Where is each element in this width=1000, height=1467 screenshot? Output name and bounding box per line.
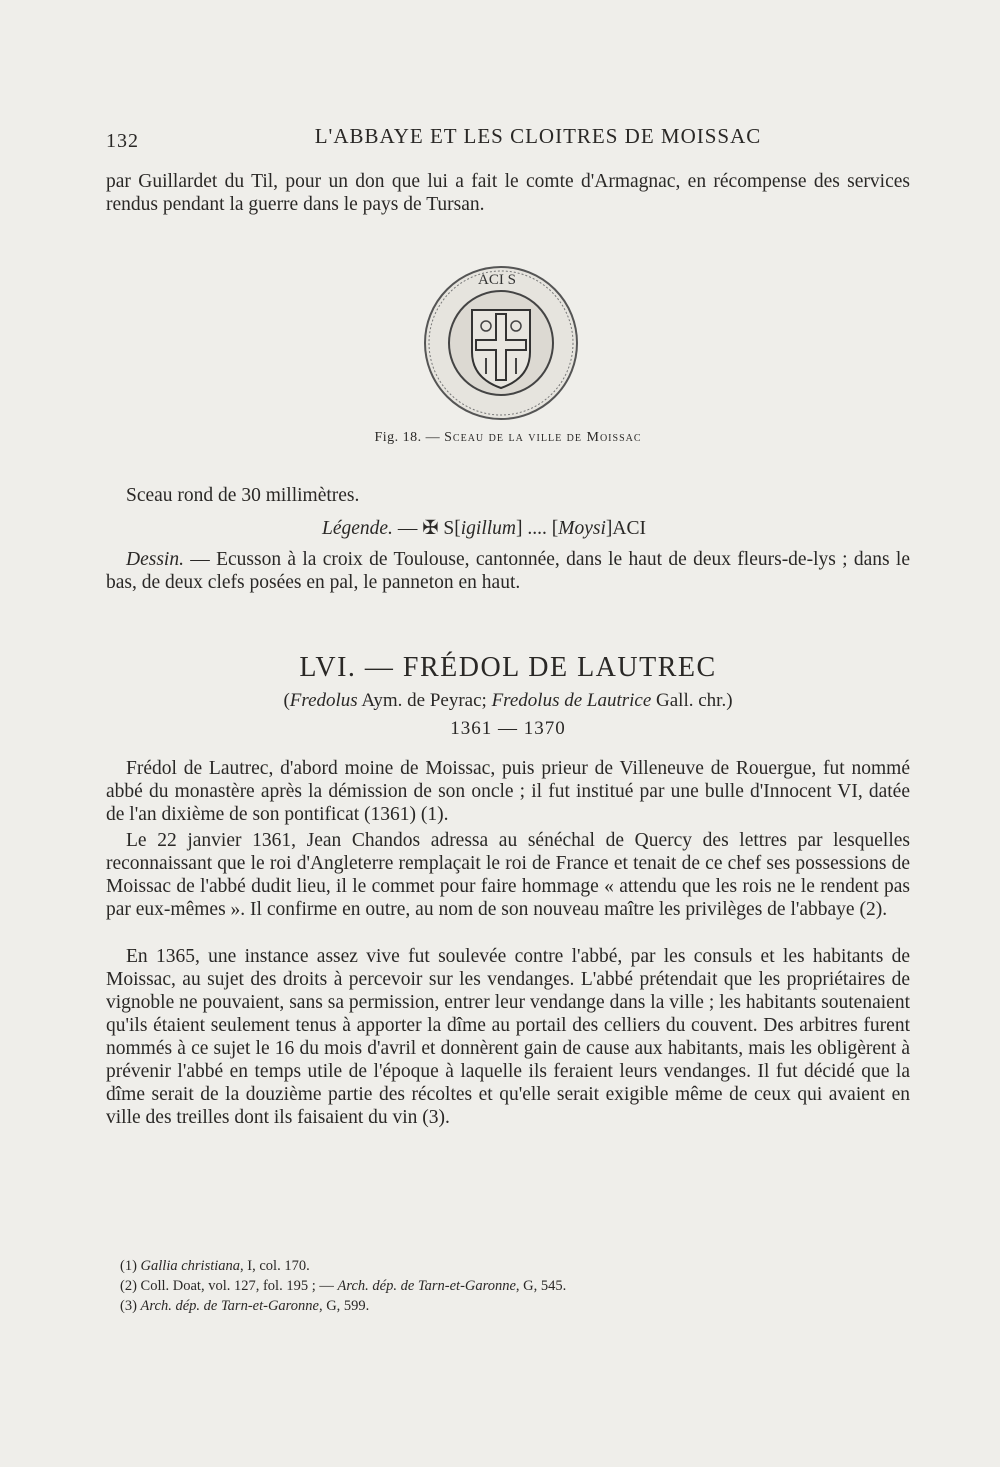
- footnote-3-num: (3): [120, 1298, 141, 1314]
- page-number: 132: [106, 130, 139, 152]
- footnote-1-end: , I, col. 170.: [240, 1258, 310, 1274]
- footnote-3-end: , G, 599.: [318, 1298, 370, 1314]
- seal-legend: [106, 517, 910, 540]
- legend-label: Légende.: [322, 518, 393, 539]
- footnote-1: [120, 1256, 820, 1276]
- drawing-text: — Ecusson à la croix de Toulouse, cantonnée, dans le haut de deux fleurs-de-lys ; dans le bas, de deux clefs posées en pal, le panneton en haut.: [106, 549, 910, 593]
- sub-end: Gall. chr.): [651, 690, 733, 711]
- seal-drawing: [106, 548, 910, 594]
- seal-size-text: Sceau rond de 30 millimètres.: [126, 485, 360, 506]
- sub-mid: Aym. de Peyrac;: [357, 690, 492, 711]
- figure-caption: [106, 430, 910, 446]
- legend-italic-2: Moysi: [558, 518, 606, 539]
- seal-inscription: ACI S: [478, 272, 516, 288]
- chapter-dates: 1361 — 1370: [450, 718, 566, 739]
- footnote-2: [120, 1276, 820, 1296]
- page-header: [106, 124, 910, 154]
- seal-image: [420, 262, 582, 424]
- footnote-3: [120, 1296, 820, 1316]
- legend-end: ]ACI: [605, 518, 646, 539]
- footnote-2-italic: Arch. dép. de Tarn-et-Garonne: [337, 1278, 516, 1294]
- drawing-label: Dessin.: [126, 549, 184, 570]
- footnotes: [120, 1256, 820, 1316]
- seal-size: [106, 484, 910, 507]
- footnote-3-italic: Arch. dép. de Tarn-et-Garonne: [140, 1298, 319, 1314]
- legend-dash: — ✠ S[: [392, 518, 461, 539]
- caption-prefix: Fig. 18. —: [374, 430, 445, 445]
- body-paragraph-1: Frédol de Lautrec, d'abord moine de Moissac, puis prieur de Villeneuve de Rouergue, fut nommé abbé du monastère après la démission de son oncle ; il fut institué par une bulle d'Innocent VI, datée de l'an dixième de son pontificat (1361) (1).: [106, 758, 910, 825]
- chapter-title: LVI. — FRÉDOL DE LAUTREC: [299, 652, 717, 683]
- intro-paragraph: par Guillardet du Til, pour un don que lui a fait le comte d'Armagnac, en récompense des services rendus pendant la guerre dans le pays de Tursan.: [106, 171, 910, 215]
- sub-italic-1: Fredolus: [289, 690, 358, 711]
- footnote-1-num: (1): [120, 1258, 141, 1274]
- footnote-1-italic: Gallia christiana: [140, 1258, 241, 1274]
- footnote-2-end: , G, 545.: [515, 1278, 567, 1294]
- legend-italic-1: igillum: [460, 518, 517, 539]
- sub-italic-2: Fredolus de Lautrice: [491, 690, 652, 711]
- body-paragraph-2: Le 22 janvier 1361, Jean Chandos adressa au sénéchal de Quercy des lettres par lesquelles reconnaissant que le roi d'Angleterre remplaçait le roi de France et tenait de ce chef ses possessions de Moissac de l'abbé dudit lieu, il le commet pour faire hommage « attendu que les rois ne le rendent pas par eux-mêmes ». Il confirme en outre, au nom de son nouveau maître les privilèges de l'abbaye (2).: [106, 830, 910, 920]
- caption-title: Sceau de la ville de Moissac: [444, 430, 642, 445]
- legend-mid: ] .... [: [516, 518, 559, 539]
- running-title: L'ABBAYE ET LES CLOITRES DE MOISSAC: [314, 124, 762, 148]
- body-paragraph-3: En 1365, une instance assez vive fut soulevée contre l'abbé, par les consuls et les habitants de Moissac, au sujet des droits à percevoir sur les vendanges. L'abbé prétendait que les propriétaires de vignoble ne pouvaient, sans sa permission, entrer leur vendange dans la ville ; les habitants soutenaient qu'ils étaient seulement tenus à apporter la dîme au portail des celliers du couvent. Des arbitres furent nommés à ce sujet le 16 du mois d'avril et donnèrent gain de cause aux habitants, mais les obligèrent à prévenir l'abbé en temps utile de l'époque à laquelle ils feraient leurs vendanges. Il fut décidé que la dîme serait de la douzième partie des récoltes et qu'elle serait exigible même de ceux qui avaient en ville des treilles dont ils faisaient du vin (3).: [106, 946, 910, 1128]
- chapter-subtitle: [106, 690, 910, 712]
- sub-open: (: [283, 690, 290, 711]
- footnote-2-start: (2) Coll. Doat, vol. 127, fol. 195 ; —: [120, 1278, 338, 1294]
